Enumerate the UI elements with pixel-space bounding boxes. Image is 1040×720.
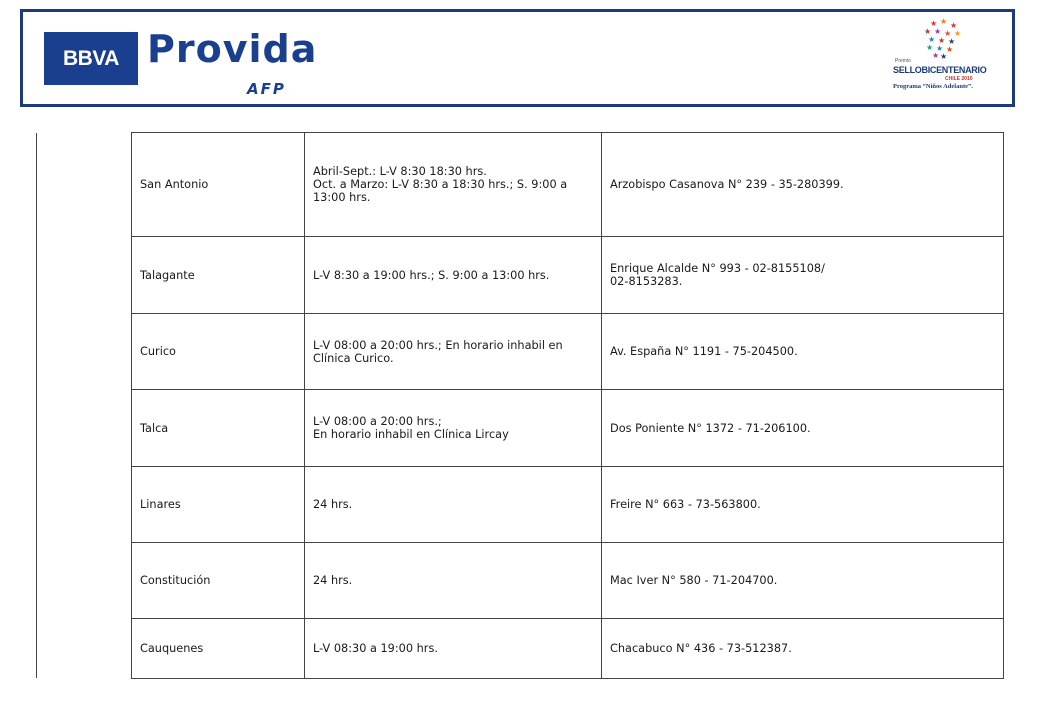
hours-cell <box>305 619 602 679</box>
table-row <box>132 619 1004 679</box>
table-row <box>132 133 1004 237</box>
address-line: Mac Iver N° 580 - 71-204700. <box>610 574 778 587</box>
address-line: 02-8153283. <box>610 275 683 288</box>
address-line: Enrique Alcalde N° 993 - 02-8155108/ <box>610 262 825 275</box>
hours-cell <box>305 543 602 619</box>
svg-text:★: ★ <box>940 17 948 26</box>
address-line: Arzobispo Casanova N° 239 - 35-280399. <box>610 178 844 191</box>
city-cell: Linares <box>132 467 305 543</box>
hours-line: 24 hrs. <box>313 498 353 511</box>
svg-text:★: ★ <box>940 52 948 61</box>
svg-text:★: ★ <box>954 29 962 38</box>
address-line: Freire N° 663 - 73-563800. <box>610 498 761 511</box>
hours-cell <box>305 467 602 543</box>
address-cell <box>602 237 1004 314</box>
hours-cell <box>305 390 602 467</box>
city-cell: Curico <box>132 314 305 390</box>
address-cell <box>602 543 1004 619</box>
svg-text:★: ★ <box>924 27 932 36</box>
hours-line: Abril-Sept.: L-V 8:30 18:30 hrs. <box>313 165 487 178</box>
hours-cell <box>305 237 602 314</box>
svg-text:★: ★ <box>928 35 936 44</box>
svg-text:★: ★ <box>950 21 958 30</box>
address-line: Av. España N° 1191 - 75-204500. <box>610 345 798 358</box>
city-cell: Talagante <box>132 237 305 314</box>
address-cell <box>602 467 1004 543</box>
hours-cell <box>305 133 602 237</box>
bbva-logo: BBVA <box>44 32 138 85</box>
svg-text:★: ★ <box>926 43 934 52</box>
svg-text:★: ★ <box>946 45 954 54</box>
brand-name: Provida <box>147 27 318 71</box>
svg-text:★: ★ <box>938 36 946 45</box>
table-row <box>132 467 1004 543</box>
hours-line: L-V 08:30 a 19:00 hrs. <box>313 642 438 655</box>
svg-text:★: ★ <box>934 27 942 36</box>
bicentenario-seal-icon <box>890 14 990 94</box>
brand-subtitle: AFP <box>247 80 286 98</box>
seal-title: SELLOBICENTENARIO <box>893 65 987 75</box>
svg-text:★: ★ <box>936 44 944 53</box>
address-line: Dos Poniente N° 1372 - 71-206100. <box>610 421 811 435</box>
city-cell: Constitución <box>132 543 305 619</box>
hours-line: L-V 08:00 a 20:00 hrs.; <box>313 415 442 428</box>
hours-line: 24 hrs. <box>313 574 353 587</box>
city-cell: Cauquenes <box>132 619 305 679</box>
svg-text:★: ★ <box>944 29 952 38</box>
address-cell <box>602 314 1004 390</box>
svg-text:★: ★ <box>932 51 940 60</box>
table-row <box>132 237 1004 314</box>
hours-line: Oct. a Marzo: L-V 8:30 a 18:30 hrs.; S. 9:00 a 13:00 hrs. <box>313 178 568 204</box>
city-cell: San Antonio <box>132 133 305 237</box>
hours-line: L-V 08:00 a 20:00 hrs.; En horario inhabil en Clínica Curico. <box>313 338 563 365</box>
seal-program: Programa “Niños Adelante”. <box>893 83 973 90</box>
header-banner <box>20 9 1015 107</box>
hours-cell <box>305 314 602 390</box>
left-divider <box>36 133 37 678</box>
svg-text:★: ★ <box>930 19 938 28</box>
table-row <box>132 543 1004 619</box>
address-cell <box>602 619 1004 679</box>
hours-line: En horario inhabil en Clínica Lircay <box>313 428 509 441</box>
address-cell <box>602 390 1004 467</box>
seal-premio-label: Premio <box>895 58 911 64</box>
city-cell: Talca <box>132 390 305 467</box>
offices-table <box>131 132 1004 679</box>
seal-country-year: CHILE 2010 <box>945 76 973 82</box>
table-row <box>132 390 1004 467</box>
address-line: Chacabuco N° 436 - 73-512387. <box>610 642 792 655</box>
address-cell <box>602 133 1004 237</box>
hours-line: L-V 8:30 a 19:00 hrs.; S. 9:00 a 13:00 hrs. <box>313 268 550 282</box>
table-row <box>132 314 1004 390</box>
svg-text:★: ★ <box>948 37 956 46</box>
